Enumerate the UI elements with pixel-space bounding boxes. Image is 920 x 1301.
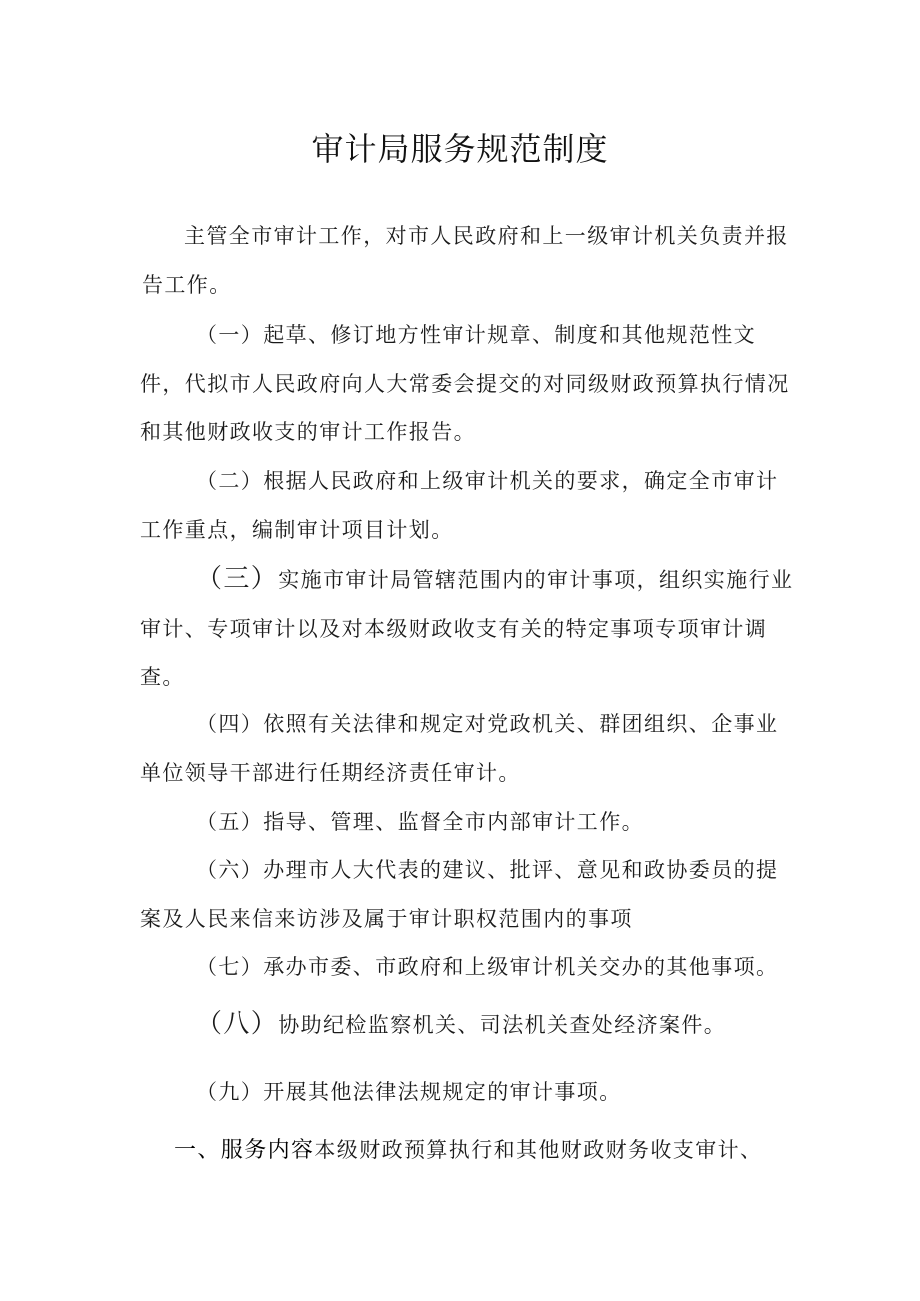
section-one-heading: 一、服务内容 [174, 1138, 315, 1163]
paragraph-item-7: （七）承办市委、市政府和上级审计机关交办的其他事项。 [196, 955, 779, 979]
paragraph-item-9: （九）开展其他法律法规规定的审计事项。 [196, 1080, 622, 1104]
item-3-text: 实施市审计局管辖范围内的审计事项，组织实施行业审计、专项审计以及对本级财政收支有关的特定事项专项审计调查。 [140, 568, 794, 689]
paragraph-item-6: （六）办理市人大代表的建议、批评、意见和政协委员的提案及人民来信来访涉及属于审计职权范围内的事项 [140, 858, 779, 931]
paragraph-item-5: （五）指导、管理、监督全市内部审计工作。 [196, 810, 644, 834]
paragraph-item-1: （一）起草、修订地方性审计规章、制度和其他规范性文件，代拟市人民政府向人大常委会提交的对同级财政预算执行情况和其他财政收支的审计工作报告。 [140, 323, 790, 444]
document-title: 审计局服务规范制度 [311, 130, 609, 168]
paragraph-item-3 [140, 555, 800, 702]
paragraph-intro: 主管全市审计工作，对市人民政府和上一级审计机关负责并报告工作。 [142, 224, 789, 297]
item-3-number: （三） [196, 564, 279, 594]
item-8-number: （八） [196, 1009, 279, 1039]
item-8-text: 协助纪检监察机关、司法机关查处经济案件。 [278, 1013, 727, 1037]
paragraph-item-4: （四）依照有关法律和规定对党政机关、群团组织、企事业单位领导干部进行任期经济责任审计。 [140, 712, 779, 785]
section-one-text: 本级财政预算执行和其他财政财务收支审计、 [314, 1138, 763, 1162]
section-one [174, 1126, 814, 1176]
paragraph-item-8 [140, 1000, 800, 1050]
paragraph-item-2: （二）根据人民政府和上级审计机关的要求，确定全市审计工作重点，编制审计项目计划。 [140, 469, 779, 542]
